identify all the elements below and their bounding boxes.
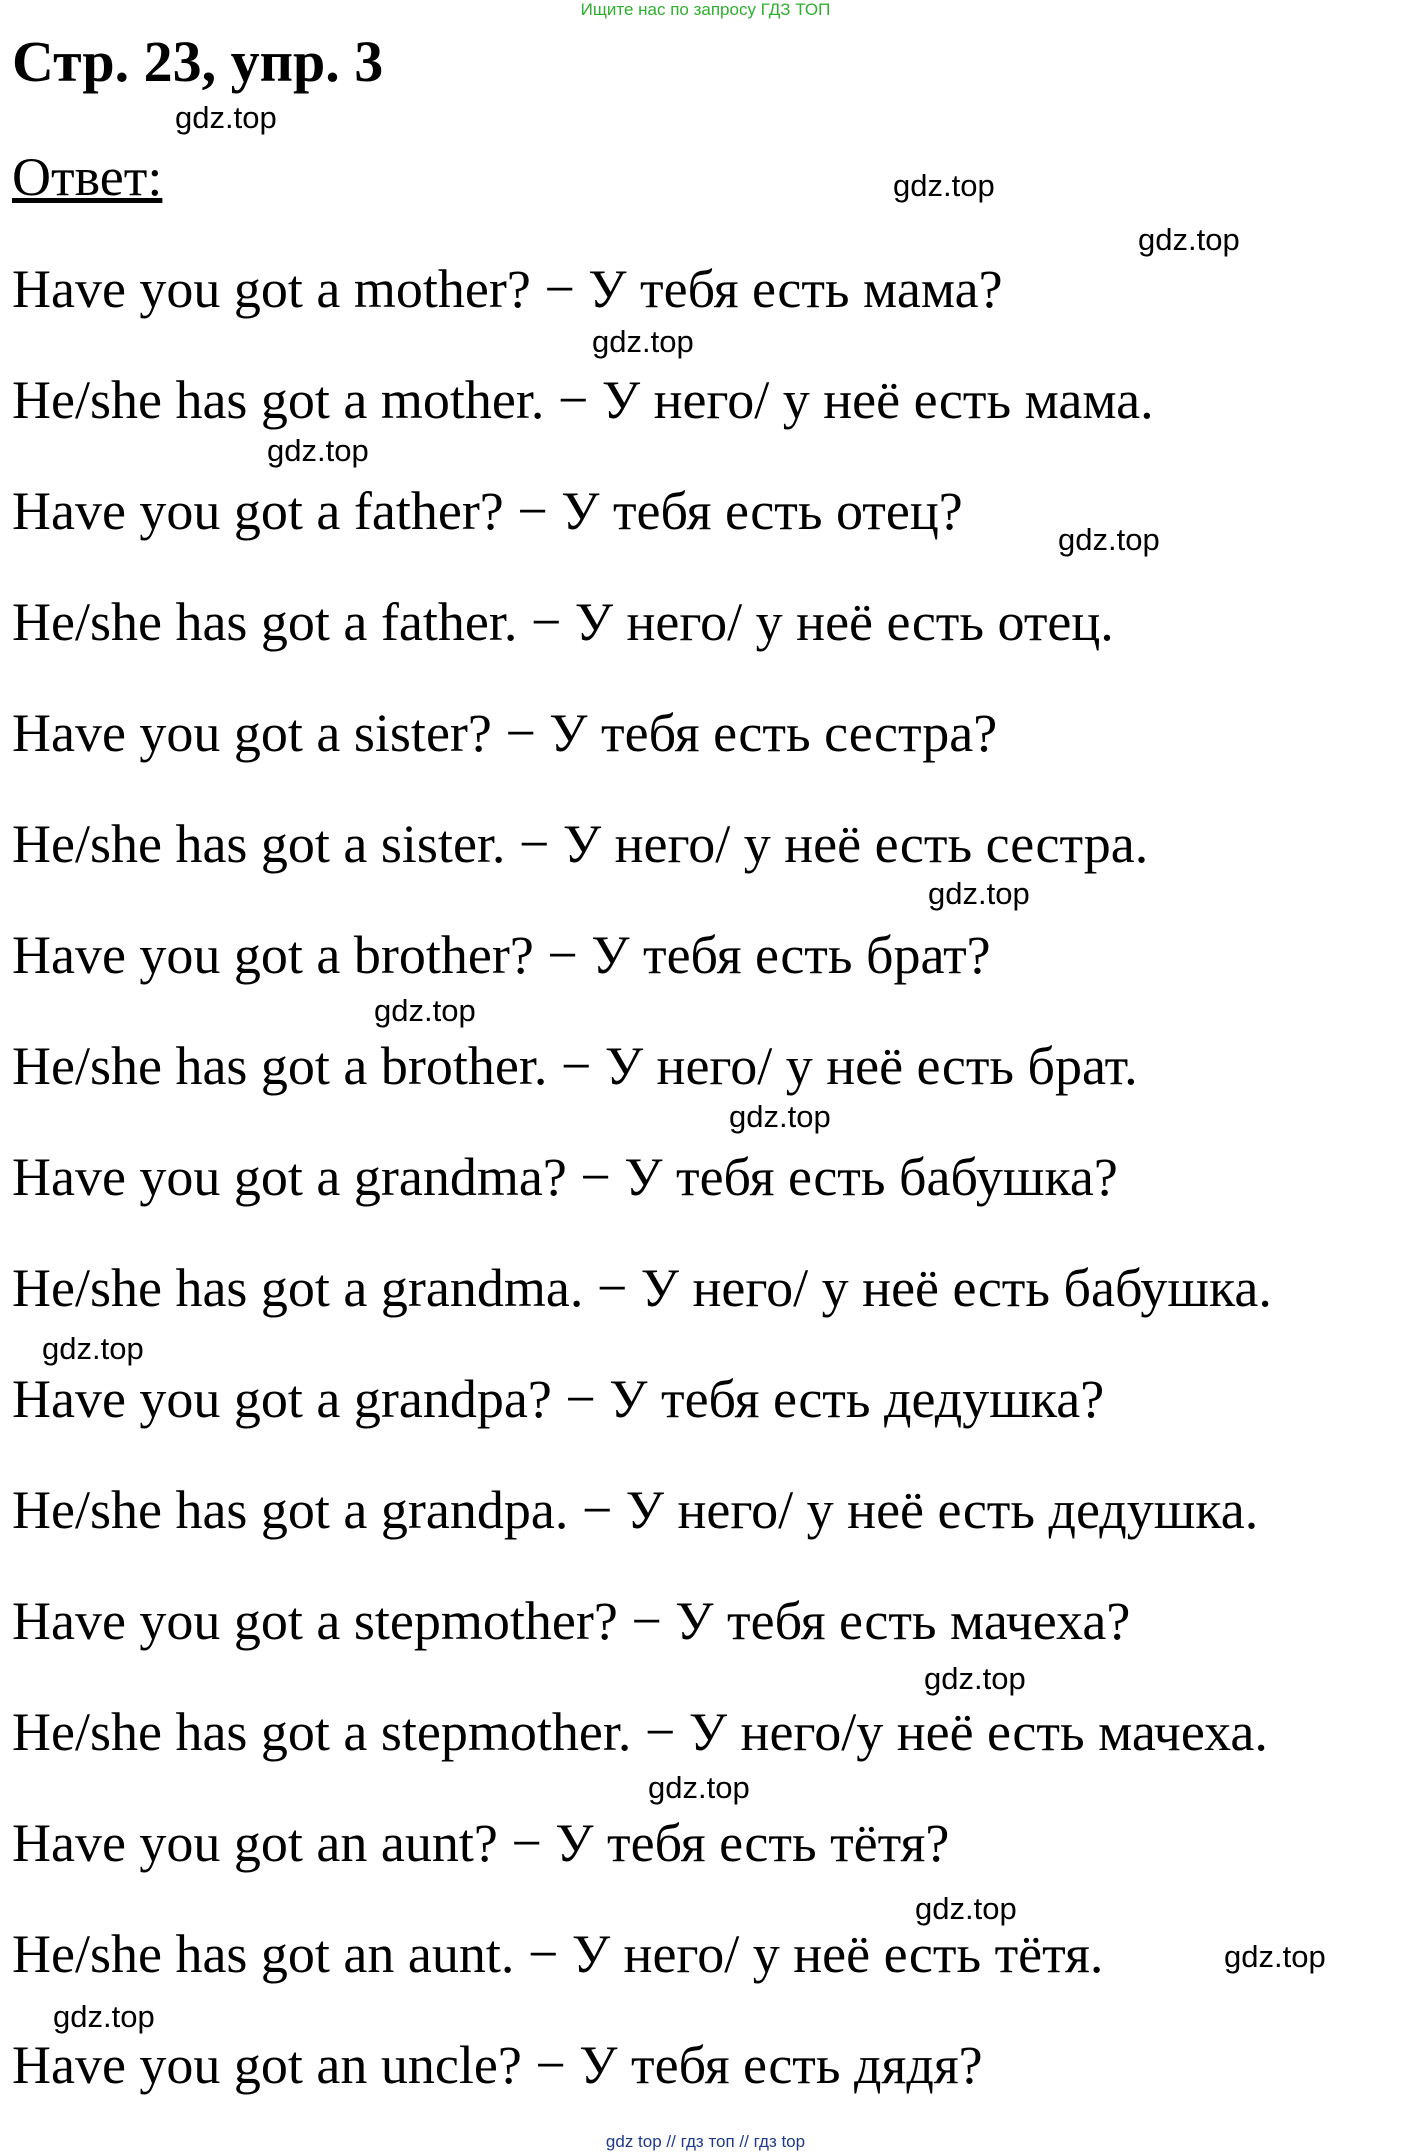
answer-line: He/she has got an aunt. − У него/ у неё есть тётя. (12, 1924, 1104, 1984)
watermark: gdz.top (374, 993, 476, 1028)
watermark: gdz.top (1138, 222, 1240, 257)
answer-line: He/she has got a stepmother. − У него/у неё есть мачеха. (12, 1702, 1268, 1762)
watermark: gdz.top (915, 1891, 1017, 1926)
answer-line: Have you got an uncle? − У тебя есть дядя? (12, 2035, 983, 2095)
answer-line: Have you got an aunt? − У тебя есть тётя? (12, 1813, 950, 1873)
watermark: gdz.top (729, 1099, 831, 1134)
page-heading: Стр. 23, упр. 3 (12, 29, 384, 94)
watermark: gdz.top (1224, 1939, 1326, 1974)
top-note: Ищите нас по запросу ГДЗ ТОП (580, 0, 831, 19)
watermark: gdz.top (928, 876, 1030, 911)
footer-note: gdz top // гдз топ // гдз top (605, 2132, 806, 2151)
answer-line: Have you got a grandma? − У тебя есть бабушка? (12, 1147, 1118, 1207)
answer-line: Have you got a stepmother? − У тебя есть мачеха? (12, 1591, 1131, 1651)
answer-line: Have you got a brother? − У тебя есть брат? (12, 925, 991, 985)
answer-line: He/she has got a brother. − У него/ у неё есть брат. (12, 1036, 1138, 1096)
watermark: gdz.top (267, 433, 369, 468)
answer-line: Have you got a mother? − У тебя есть мама? (12, 259, 1003, 319)
answer-line: He/she has got a grandpa. − У него/ у неё есть дедушка. (12, 1480, 1259, 1540)
watermark: gdz.top (924, 1661, 1026, 1696)
answer-line: He/she has got a father. − У него/ у неё есть отец. (12, 592, 1114, 652)
answer-line: He/she has got a sister. − У него/ у неё есть сестра. (12, 814, 1149, 874)
watermark: gdz.top (592, 324, 694, 359)
answer-line: Have you got a father? − У тебя есть отец? (12, 481, 963, 541)
answer-label: Ответ: (12, 147, 163, 207)
answer-line: He/she has got a grandma. − У него/ у неё есть бабушка. (12, 1258, 1272, 1318)
watermark: gdz.top (175, 100, 277, 135)
watermark: gdz.top (42, 1331, 144, 1366)
answer-line: Have you got a grandpa? − У тебя есть дедушка? (12, 1369, 1105, 1429)
answer-line: Have you got a sister? − У тебя есть сестра? (12, 703, 998, 763)
watermark: gdz.top (1058, 522, 1160, 557)
watermark: gdz.top (648, 1770, 750, 1805)
watermark: gdz.top (893, 168, 995, 203)
watermark: gdz.top (53, 1999, 155, 2034)
answer-line: He/she has got a mother. − У него/ у неё есть мама. (12, 370, 1154, 430)
